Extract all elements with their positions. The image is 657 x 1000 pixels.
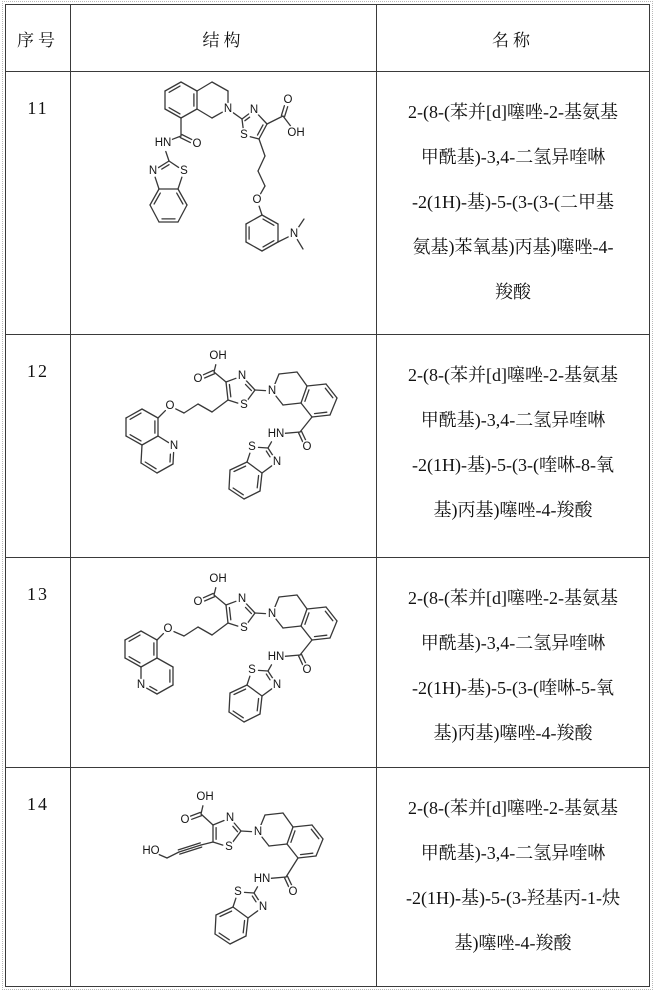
structure-cell xyxy=(70,72,376,334)
table-header-row xyxy=(6,5,649,71)
atom-label: HN xyxy=(253,873,271,885)
compound-name-line: -2(1H)-基)-5-(3-羟基丙-1-炔 xyxy=(406,888,620,908)
atom-label: N xyxy=(237,370,247,382)
atom-label: N xyxy=(249,104,259,116)
compound-name-line: 基)丙基)噻唑-4-羧酸 xyxy=(433,723,593,743)
atom-label: O xyxy=(180,814,190,826)
atom-label: S xyxy=(240,399,248,411)
compound-name-line: -2(1H)-基)-5-(3-(3-(二甲基 xyxy=(412,192,614,212)
atom-label: HO xyxy=(142,845,160,857)
structure-cell xyxy=(70,558,376,767)
atom-label: O xyxy=(193,373,203,385)
atom-label: OH xyxy=(196,791,214,803)
atom-label: N xyxy=(169,440,179,452)
atom-label: O xyxy=(252,194,262,206)
atom-label: O xyxy=(302,441,312,453)
structure-cell xyxy=(70,335,376,557)
header-col-structure: 结构 xyxy=(70,5,376,71)
atom-label: N xyxy=(272,456,282,468)
row-number: 14 xyxy=(27,794,49,814)
atom-label: HN xyxy=(267,428,285,440)
atom-label: OH xyxy=(209,573,227,585)
table-row-compound-12 xyxy=(6,334,649,557)
table-row-compound-14 xyxy=(6,767,649,986)
atom-label: N xyxy=(225,812,235,824)
atom-label: O xyxy=(165,400,175,412)
compound-name-line: -2(1H)-基)-5-(3-(喹啉-5-氧 xyxy=(412,678,614,698)
atom-label: N xyxy=(289,228,299,240)
atom-label: S xyxy=(225,841,233,853)
compound-name-line: 2-(8-(苯并[d]噻唑-2-基氨基 xyxy=(408,798,618,818)
molecule-structure-drawing xyxy=(71,72,377,333)
compound-name-line: 基)噻唑-4-羧酸 xyxy=(454,933,572,953)
atom-label: N xyxy=(223,103,233,115)
atom-label: N xyxy=(237,593,247,605)
molecule-structure-drawing xyxy=(71,768,377,985)
structure-cell xyxy=(70,768,376,986)
atom-label: N xyxy=(272,679,282,691)
compound-name-line: 氨基)苯氧基)丙基)噻唑-4- xyxy=(412,237,614,257)
atom-label: N xyxy=(267,385,277,397)
row-number: 11 xyxy=(27,98,49,118)
molecule-structure-drawing xyxy=(71,558,377,766)
compound-name-line: 羧酸 xyxy=(495,282,531,302)
compound-name xyxy=(376,335,649,557)
compound-name-line: 甲酰基)-3,4-二氢异喹啉 xyxy=(420,410,606,430)
compound-name xyxy=(376,72,649,334)
atom-label: OH xyxy=(209,350,227,362)
table-row-compound-13 xyxy=(6,557,649,767)
atom-label: N xyxy=(136,679,146,691)
compound-name-line: 甲酰基)-3,4-二氢异喹啉 xyxy=(420,147,606,167)
atom-label: HN xyxy=(267,651,285,663)
atom-label: S xyxy=(234,886,242,898)
compound-table xyxy=(5,4,650,987)
compound-name-line: 甲酰基)-3,4-二氢异喹啉 xyxy=(420,843,606,863)
compound-name-line: 2-(8-(苯并[d]噻唑-2-基氨基 xyxy=(408,102,618,122)
atom-label: S xyxy=(180,165,188,177)
atom-label: S xyxy=(240,622,248,634)
atom-label: N xyxy=(253,826,263,838)
row-number: 12 xyxy=(27,361,49,381)
compound-name xyxy=(376,558,649,767)
atom-label: OH xyxy=(287,127,305,139)
compound-name-line: 基)丙基)噻唑-4-羧酸 xyxy=(433,500,593,520)
row-number: 13 xyxy=(27,584,49,604)
compound-name-line: 甲酰基)-3,4-二氢异喹啉 xyxy=(420,633,606,653)
compound-name-line: 2-(8-(苯并[d]噻唑-2-基氨基 xyxy=(408,365,618,385)
atom-label: O xyxy=(163,623,173,635)
atom-label: O xyxy=(193,596,203,608)
atom-label: O xyxy=(302,664,312,676)
table-row-compound-11 xyxy=(6,71,649,334)
molecule-structure-drawing xyxy=(71,335,377,556)
atom-label: S xyxy=(248,441,256,453)
atom-label: N xyxy=(148,165,158,177)
atom-label: N xyxy=(267,608,277,620)
atom-label: S xyxy=(248,664,256,676)
header-col-number: 序号 xyxy=(17,30,59,50)
compound-name-line: 2-(8-(苯并[d]噻唑-2-基氨基 xyxy=(408,588,618,608)
atom-label: S xyxy=(240,129,248,141)
atom-label: O xyxy=(288,886,298,898)
atom-label: HN xyxy=(154,137,172,149)
compound-name-line: -2(1H)-基)-5-(3-(喹啉-8-氧 xyxy=(412,455,614,475)
atom-label: O xyxy=(192,138,202,150)
atom-label: N xyxy=(258,901,268,913)
compound-name xyxy=(376,768,649,986)
header-col-name: 名称 xyxy=(376,5,649,71)
atom-label: O xyxy=(283,94,293,106)
